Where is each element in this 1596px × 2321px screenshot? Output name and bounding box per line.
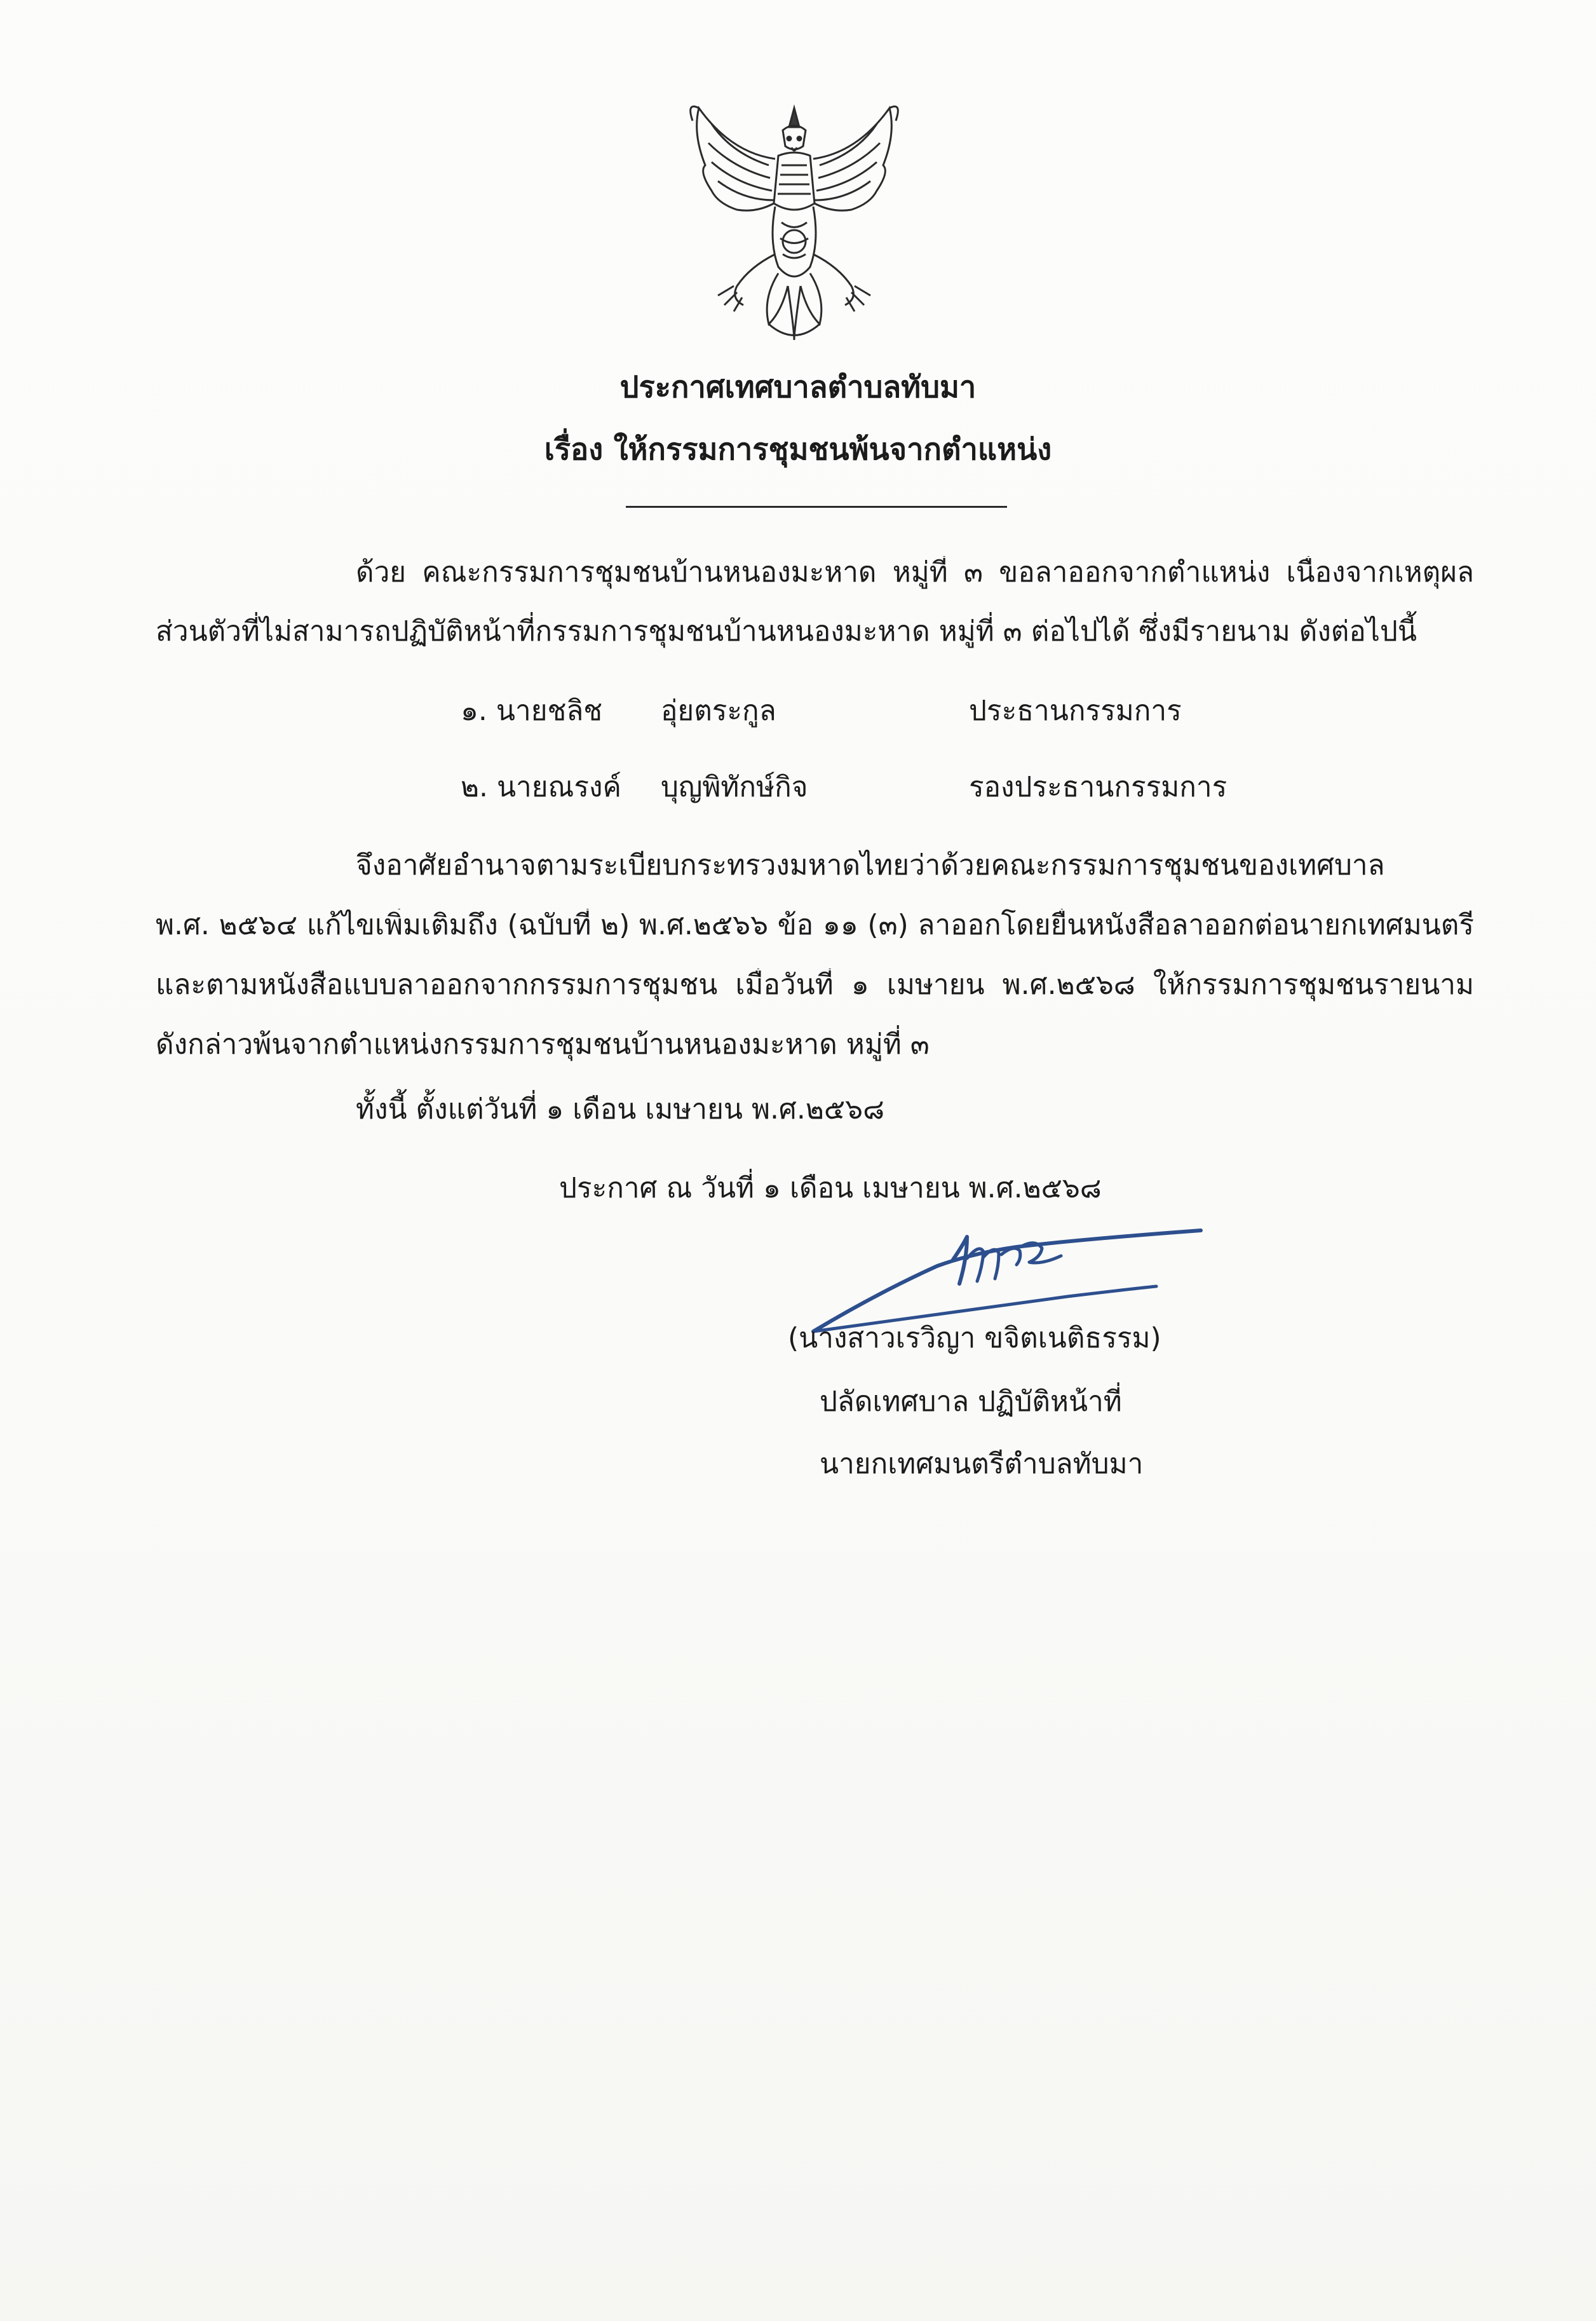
paragraph-2-line-1: จึงอาศัยอำนาจตามระเบียบกระทรวงมหาดไทยว่าด้วยคณะกรรมการชุมชนของเทศบาล — [356, 849, 1385, 881]
signatory-acting-title: นายกเทศมนตรีตำบลทับมา — [820, 1448, 1144, 1480]
announcement-subject: เรื่อง ให้กรรมการชุมชนพ้นจากตำแหน่ง — [544, 432, 1052, 467]
garuda-emblem-icon — [673, 95, 915, 350]
member-1-position: ประธานกรรมการ — [969, 695, 1182, 727]
announcement-title: ประกาศเทศบาลตำบลทับมา — [619, 370, 977, 405]
paragraph-2-line-3: และตามหนังสือแบบลาออกจากกรรมการชุมชน เมื่อวันที่ ๑ เมษายน พ.ศ.๒๕๖๘ ให้กรรมการชุมชนรายนาม — [156, 969, 1474, 1001]
member-2-surname: บุญพิทักษ์กิจ — [661, 771, 808, 803]
paragraph-2-line-4: ดังกล่าวพ้นจากตำแหน่งกรรมการชุมชนบ้านหนองมะหาด หมู่ที่ ๓ — [156, 1028, 930, 1061]
effective-date: ทั้งนี้ ตั้งแต่วันที่ ๑ เดือน เมษายน พ.ศ.๒๕๖๘ — [356, 1093, 885, 1126]
announcement-date: ประกาศ ณ วันที่ ๑ เดือน เมษายน พ.ศ.๒๕๖๘ — [559, 1172, 1102, 1204]
paragraph-2-line-2: พ.ศ. ๒๕๖๔ แก้ไขเพิ่มเติมถึง (ฉบับที่ ๒) พ.ศ.๒๕๖๖ ข้อ ๑๑ (๓) ลาออกโดยยื่นหนังสือลาออกต่อนายกเทศมนตรี — [156, 909, 1474, 941]
member-2-name: ๒. นายณรงค์ — [461, 771, 621, 803]
title-divider — [626, 506, 1007, 508]
paragraph-1-line-1: ด้วย คณะกรรมการชุมชนบ้านหนองมะหาด หมู่ที่ ๓ ขอลาออกจากตำแหน่ง เนื่องจากเหตุผล — [356, 556, 1474, 589]
paragraph-1-line-2: ส่วนตัวที่ไม่สามารถปฏิบัติหน้าที่กรรมการชุมชนบ้านหนองมะหาด หมู่ที่ ๓ ต่อไปได้ ซึ่งมีรายนาม ดังต่อไปนี้ — [156, 615, 1417, 648]
signatory-position: ปลัดเทศบาล ปฏิบัติหน้าที่ — [820, 1385, 1122, 1418]
member-1-name: ๑. นายชลิช — [461, 695, 603, 727]
signatory-name: (นางสาวเรวิญา ขจิตเนติธรรม) — [788, 1322, 1161, 1354]
member-2-position: รองประธานกรรมการ — [969, 771, 1227, 803]
member-1-surname: อุ่ยตระกูล — [661, 695, 776, 727]
